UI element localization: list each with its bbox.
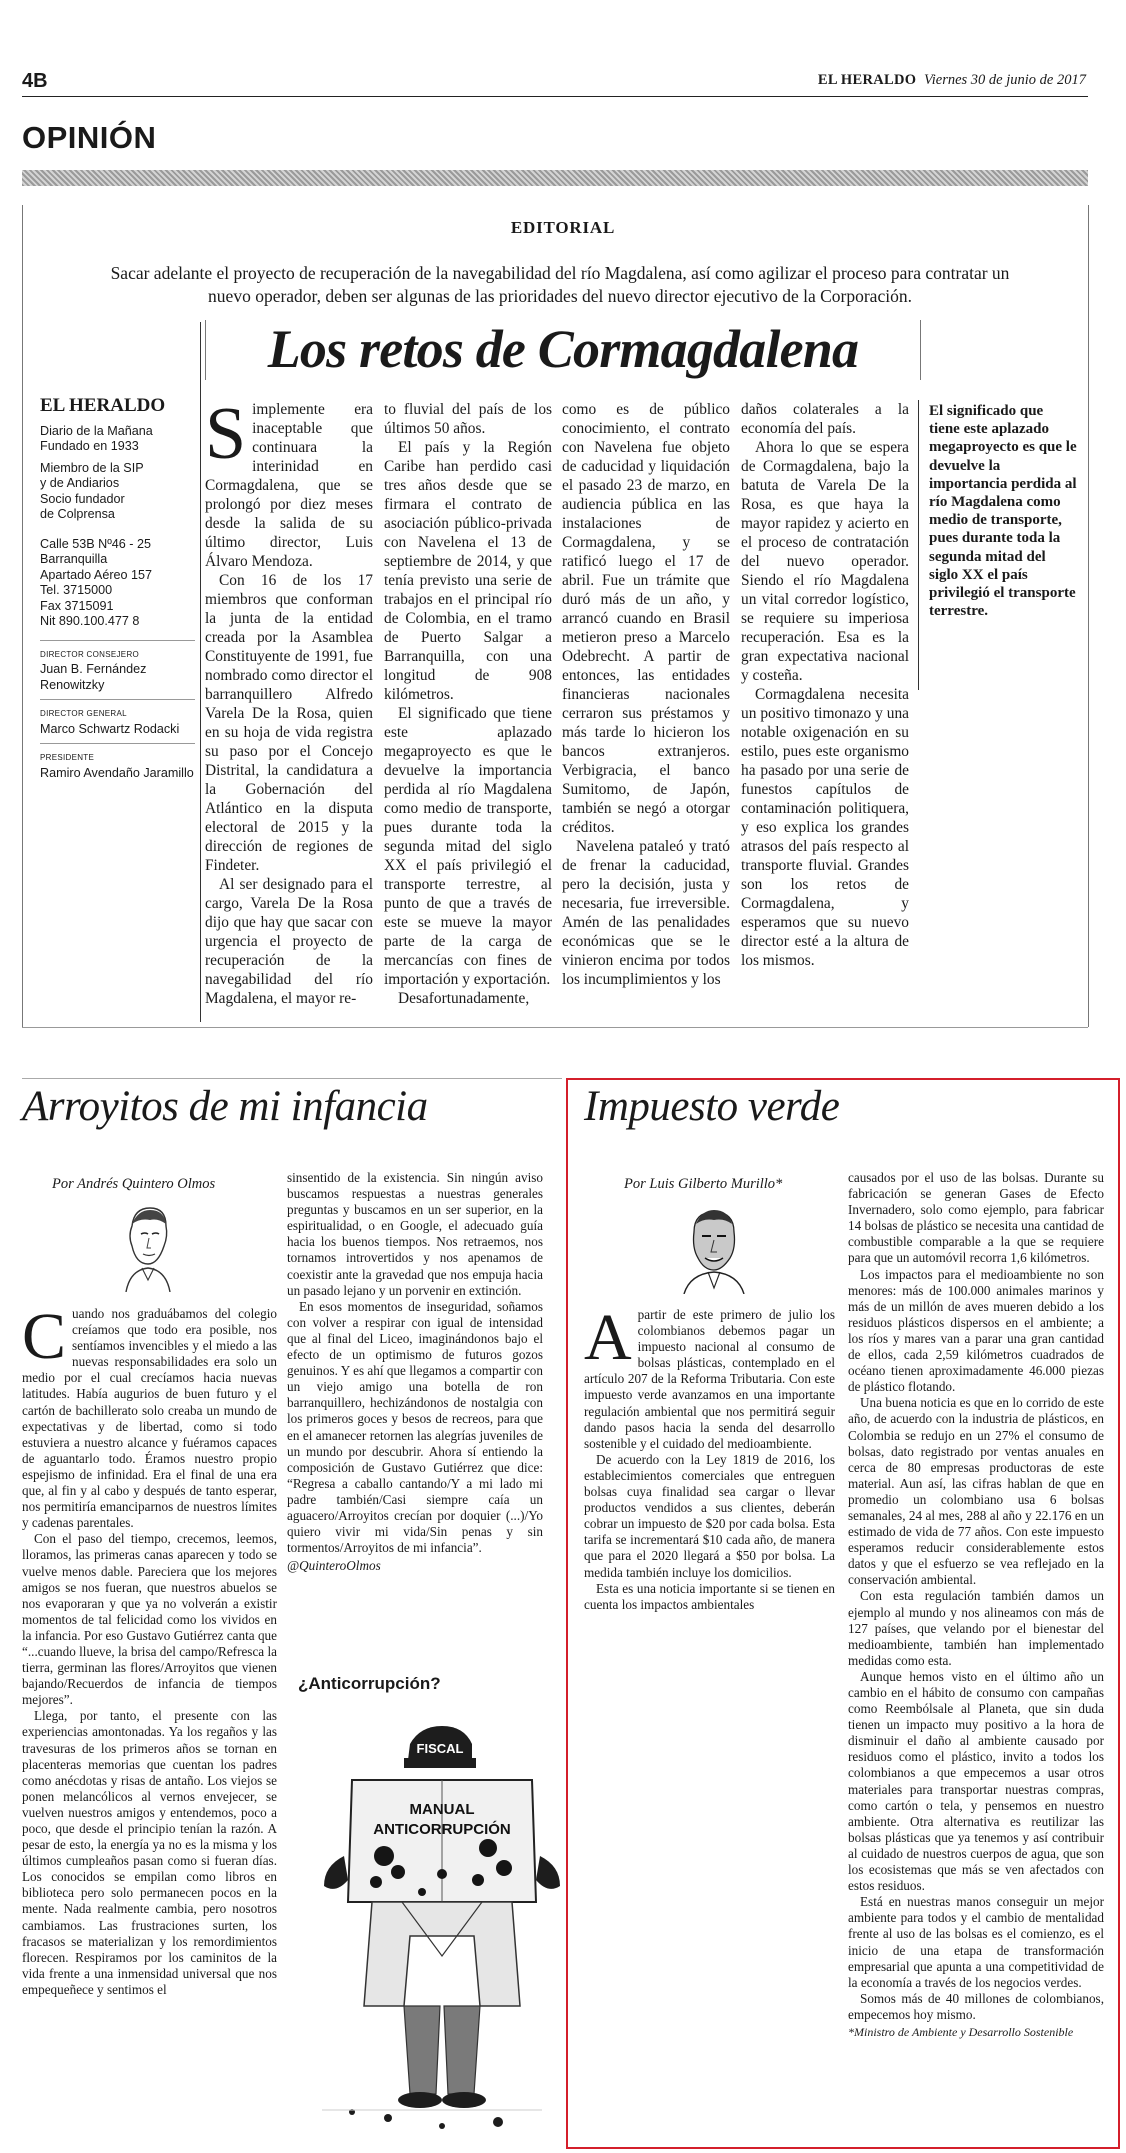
- editorial-paragraph: Simplemente era inaceptable que continuara la interinidad en Cormagdalena, que se prolongó por diez meses desde la salida de su último director, Luis Álvaro Mendoza.: [205, 393, 373, 570]
- editorial-dropcap: S: [205, 393, 247, 475]
- column-left-paragraph: Cuando nos graduábamos del colegio creíamos que todo era posible, nos sentíamos invencibles y el miedo a las nuevas responsabilidades era solo un medio por el cual crecíamos hacia nuevas latitudes. Había augurios de buen futuro y el cartón de bachillerato solo creaba un mundo de expectativas y de libertad, como si todo estuviera a nuestro alcance y fuéramos capaces de aguantarlo todo. Éramos nuestro propio espejismo de infinidad. Era el final de una era que, al fin y al cabo y después de tanto esperar, nos permitiría emanciparnos de nuestros límites y cadenas parentales.: [22, 1300, 277, 1531]
- column-left-paragraph: En esos momentos de inseguridad, soñamos con volver a respirar con igual de intensidad que al final del Liceo, imaginándonos bajo el efecto de un optimismo de futuros gozos genuinos. Y es ahí que llegamos a compartir con un viejo amigo una botella de ron barranquillero, hechizándonos de nostalgia con los primeros goces y besos de recreos, para que en el amanecer retornen las alegrías juveniles de un mundo por descubrir. Ahora sí entiendo la composición de Gustavo Gutiérrez que dice: “Regresa a caballo cantando/Y a mi lado mi padre también/Casi siempre caía un aguacero/Arroyitos crecían por doquier (...)/Yo quiero vivir mi vida/Sin penas y sin tormentos/Arroyitos de mi infancia”.: [287, 1298, 543, 1556]
- staff-consejero-label: DIRECTOR CONSEJERO: [40, 649, 140, 659]
- column-right-col-1: [584, 1301, 835, 1613]
- staff-address-4: Tel. 3715000: [40, 583, 113, 597]
- staff-address-2: Barranquilla: [40, 552, 108, 566]
- staff-presidente-label: PRESIDENTE: [40, 753, 95, 762]
- paper-name: EL HERALDO: [817, 72, 917, 88]
- staff-presidente: Ramiro Avendaño Jaramillo: [40, 765, 194, 780]
- editorial-headline-rule-right: [920, 320, 921, 380]
- column-right-paragraph: Apartir de este primero de julio los colombianos debemos pagar un impuesto nacional al consumo de bolsas plásticas, contemplado en el artículo 207 de la Reforma Tributaria. Con este impuesto verde avanzamos en una importante regulación ambiental que nos permitirá seguir dando pasos hacia la senda del desarrollo sostenible y el cuidado del medioambiente.: [584, 1301, 835, 1451]
- staff-founded-2: Fundado en 1933: [40, 439, 139, 453]
- staff-consejero-1: Juan B. Fernández: [40, 662, 147, 676]
- staff-founded-1: Diario de la Mañana: [40, 423, 153, 438]
- staff-general: Marco Schwartz Rodacki: [40, 721, 180, 736]
- column-left-twitter-handle: @QuinteroOlmos: [287, 1558, 381, 1574]
- column-left-byline: Por Andrés Quintero Olmos: [52, 1176, 216, 1192]
- cartoon-sign-line-1: MANUAL: [409, 1801, 475, 1818]
- editorial-headline: Los retos de Cormagdalena: [267, 319, 859, 379]
- editorial-paragraph: Navelena pataleó y trató de frenar la caducidad, pero la decisión, justa y necesaria, fue irreversible. Amén de las penalidades económicas que se le vinieron encima por todos los incumplimientos y los: [562, 838, 730, 988]
- staff-member-3: Socio fundador: [40, 491, 125, 506]
- editorial-pullquote: El significado que tiene este aplazado megaproyecto es que le devuelve la importancia perdida al río Magdalena como medio de transporte, pues durante toda la segunda mitad del siglo XX el país privilegió el transporte terrestre.: [929, 403, 1077, 620]
- column-left-paragraph: sinsentido de la existencia. Sin ningún aviso buscamos respuestas a nuestras generales preguntas y buscamos en un ser superior, en la espiritualidad, o en Google, el adecuado guía hacia los buenos tiempos. Nos retraemos, nos tornamos introvertidos y nos apenamos de coexistir ante la gravedad que nos empuja hacia un pasado lejano y un porvenir en extinción.: [287, 1170, 543, 1298]
- column-right-paragraph: De acuerdo con la Ley 1819 de 2016, los establecimientos comerciales que entreguen bolsas cuya finalidad sea cargar o llevar productos vendidos a sus clientes, deberán cobrar un impuesto de $20 por cada bolsa. Esta tarifa se incrementará $10 cada año, de manera que para el 2020 llegará a $50 por bolsa. La medida también incluye los domicilios.: [584, 1451, 835, 1580]
- editorial-paragraph: Con 16 de los 17 miembros que conforman la junta de la entidad creada por la Asamblea Constituyente de 1991, fue nombrado como director el barranquillero Alfredo Varela De la Rosa, quien en su hoja de vida registra su paso por el Concejo Distrital, la candidatura a la Gobernación del Atlántico en la disputa electoral de 2015 y la dirección de regiones de Findeter.: [205, 572, 373, 874]
- editorial-paragraph: Ahora lo que se espera de Cormagdalena, bajo la batuta de Varela De la Rosa, es que haya la mayor rapidez y acierto en el proceso de contratación del nuevo operador. Siendo el río Magdalena un vital corredor logístico, se requiere su imperiosa recuperación. Esa es la gran expectativa nacional y costeña.: [741, 439, 909, 684]
- column-left-headline: Arroyitos de mi infancia: [22, 1083, 428, 1130]
- column-right-headline: Impuesto verde: [584, 1083, 840, 1130]
- column-right-paragraph: Aunque hemos visto en el último año un cambio en el hábito de consumo con campañas como Reembólsale al Planeta, que sin duda tienen un impacto muy positivo a la hora de disminuir el daño al ambiente causado por residuos como el plástico, invito a todos los colombianos a que empecemos a usar otros materiales para transportar nuestras compras, como cartón o tela, y pensemos en nuestro ambiente. Otra alternativa es reutilizar las bolsas plásticas que ya tenemos y así contribuir al cuidado de nuestros cuerpos de agua, que son los ecosistemas que más se ven afectados con estos residuos.: [848, 1668, 1104, 1894]
- editorial-paragraph: El país y la Región Caribe han perdido casi tres años desde que se firmara el contrato de asociación público-privada con Navelena el 13 de septiembre de 2014, y que tenía previsto una serie de trabajos en el principal río de Colombia, en el tramo de Puerto Salgar a Barranquilla, con una longitud de 908 kilómetros.: [384, 439, 552, 703]
- author-portrait-icon: [672, 1198, 756, 1294]
- column-right-paragraph: causados por el uso de las bolsas. Durante su fabricación se generan Gases de Efecto Invernadero, solo como ejemplo, para fabricar 14 bolsas de plástico se necesita una cantidad de combustible comparable a la que se requiere para que un automóvil recorra 1,6 kilómetros.: [848, 1170, 1104, 1266]
- column-right-paragraph: Los impactos para el medioambiente no son menores: más de 100.000 animales marinos y más de un millón de aves mueren debido a los residuos plásticos dispersos en el ambiente; a los ríos y mares van a parar una gran cantidad de ellos, cada 2,59 kilómetros cuadrados de océano tienen aproximadamente 46.000 piezas de plástico flotando.: [848, 1266, 1104, 1395]
- column-right-byline: Por Luis Gilberto Murillo*: [624, 1176, 783, 1192]
- staff-address-3: Apartado Aéreo 157: [40, 567, 153, 582]
- cartoon-sign-line-2: ANTICORRUPCIÓN: [373, 1821, 511, 1838]
- editorial-col-3: [562, 400, 730, 989]
- section-band: [22, 170, 1088, 186]
- staff-member-1: Miembro de la SIP: [40, 460, 144, 475]
- editorial-paragraph: Cormagdalena necesita un positivo timonazo y una notable oxigenación en su estilo, pues este organismo ha pasado por una serie de funestos capítulos de contaminación politiquera, y eso explica los grandes atrasos del país respecto al transporte fluvial. Grandes son los retos de Cormagdalena, y esperamos que su nuevo director esté a la altura de los mismos.: [741, 686, 909, 969]
- editorial-col-1: [205, 393, 373, 1008]
- staff-paper-name: EL HERALDO: [40, 395, 166, 416]
- editorial-paragraph: daños colaterales a la economía del país.: [741, 401, 909, 437]
- column-left-paragraph: Con el paso del tiempo, crecemos, leemos, lloramos, las primeras canas aparecen y todo se vuelve menos dable. Pareciera que los mejores amigos se nos fueran, que nuestros abuelos se nos evaporaran y que ya no volverán a existir momentos de tal felicidad como los vividos en la infancia. Por eso Gustavo Gutiérrez canta que “...cuando llueve, la brisa del campo/Refresca la tierra, germinan las flores/Arroyitos que vienen bajando/Recuerdos de infancia de tiempos mejores”.: [22, 1531, 277, 1708]
- editorial-col-4: [741, 400, 909, 970]
- cartoon-title: ¿Anticorrupción?: [298, 1674, 441, 1693]
- column-right-paragraph: Somos más de 40 millones de colombianos, empecemos hoy mismo.: [848, 1990, 1104, 2022]
- editorial-paragraph: Desafortunadamente,: [398, 990, 530, 1007]
- column-left-paragraph: Llega, por tanto, el presente con las experiencias amontonadas. Ya los regaños y las travesuras de los primeros años se tornan en placenteras memorias que cuentan los padres como anécdotas y risas de antaño. Los viejos se ponen melancólicos al vernos envejecer, se vuelven nuestros amigos y entendemos, poco a poco, que desde el principio tenían la razón. A pesar de esto, la energía ya no es la misma y los últimos cumpleaños pasan como si fueran días. Los conocidos se empilan como libros en biblioteca pero solo permanecen pocos en la mente. Nada realmente cambia, pero nosotros cambiamos. Las frustraciones surten, los fracasos se materializan y los remordimientos florecen. Respiramos por los caminitos de la vida frente a una inmensidad universal que nos empequeñece y sentimos el: [22, 1708, 277, 1997]
- staff-address-5: Fax 3715091: [40, 598, 114, 613]
- editorial-deck: Sacar adelante el proyecto de recuperación de la navegabilidad del río Magdalena, así como agilizar el proceso para contratar un nuevo operador, deben ser algunas de las prioridades del nuevo director ejecutivo de la Corporación.: [110, 263, 1010, 306]
- dateline: [818, 72, 1086, 89]
- column-right-paragraph: Está en nuestras manos conseguir un mejor ambiente para todos y el cambio de mentalidad frente al uso de las bolsas es el comienzo, es el inicio de una etapa de transformación empresarial que apunta a una competitividad de la economía a través de los negocios verdes.: [848, 1894, 1104, 1990]
- staff-box-rule: [200, 322, 201, 1022]
- staff-general-label: DIRECTOR GENERAL: [40, 709, 127, 718]
- author-portrait-icon: [108, 1196, 188, 1292]
- column-left-col-1: [22, 1300, 277, 1998]
- editorial-headline-rule-left: [205, 320, 206, 380]
- page-number: 4B: [22, 70, 48, 92]
- cartoon-illustration: [292, 1706, 562, 2138]
- issue-date: Viernes 30 de junio de 2017: [923, 72, 1086, 88]
- editorial-kicker: EDITORIAL: [510, 218, 616, 237]
- column-right-paragraph: Con esta regulación también damos un ejemplo al mundo y nos alineamos con más de 127 países, que velando por el bienestar del medioambiente, también han implementado medidas como esta.: [848, 1588, 1104, 1668]
- staff-consejero-2: Renowitzky: [40, 677, 105, 692]
- cartoon-cap-label: FISCAL: [416, 1741, 464, 1756]
- staff-member-2: y de Andiarios: [40, 476, 120, 490]
- column-left-top-rule: [22, 1078, 562, 1079]
- staff-address-1: Calle 53B Nº46 - 25: [40, 536, 152, 551]
- section-title: OPINIÓN: [22, 120, 157, 155]
- column-left-dropcap: C: [22, 1300, 67, 1373]
- column-right-dropcap: A: [584, 1301, 632, 1374]
- editorial-paragraph: como es de público conocimiento, el contrato con Navelena fue objeto de caducidad y liquidación el pasado 23 de marzo, en audiencia pública en las instalaciones de Cormagdalena, y se ratificó luego el 17 de abril. Fue un trámite que duró más de un año, y arrancó cuando en Brasil metieron preso a Marcelo Odebrecht. A partir de entonces, las entidades financieras nacionales cerraron sus préstamos y más tarde lo hicieron los bancos extranjeros. Verbigracia, el banco Sumitomo, de Japón, también se negó a otorgar créditos.: [562, 401, 730, 836]
- editorial-col-2: [384, 400, 552, 1008]
- editorial-paragraph: Al ser designado para el cargo, Varela De la Rosa dijo que hay que sacar con urgencia el proyecto de recuperación de la navegabilidad del río Magdalena, el mayor re-: [205, 876, 373, 1007]
- column-right-footnote: *Ministro de Ambiente y Desarrollo Sostenible: [848, 2024, 1074, 2039]
- column-right-paragraph: Esta es una noticia importante si se tienen en cuenta los impactos ambientales: [584, 1580, 835, 1612]
- editorial-bottom-rule: [22, 1027, 1088, 1028]
- editorial-paragraph: to fluvial del país de los últimos 50 años.: [384, 401, 552, 437]
- staff-member-4: de Colprensa: [40, 507, 115, 521]
- column-right-col-2: [848, 1170, 1104, 2040]
- staff-address-6: Nit 890.100.477 8: [40, 614, 140, 628]
- pullquote-rule: [918, 400, 919, 690]
- staff-box: [40, 395, 195, 781]
- column-right-paragraph: Una buena noticia es que en lo corrido de este año, de acuerdo con la industria de plásticos, en Colombia se redujo en un 27% el consumo de bolsas, dato registrado por ventas anuales en cerca de 80 empresas productoras de este material. Aun así, las cifras hablan de que en promedio un colombiano usa 6 bolsas semanales, 24 al mes, 288 al año y 22.176 en un estimado de vida de 77 años. Con este impuesto esperamos reducir considerablemente estos datos y que el esfuerzo se vea reflejado en la conservación ambiental.: [848, 1395, 1104, 1588]
- masthead-rule: [22, 96, 1088, 97]
- editorial-paragraph: El significado que tiene este aplazado megaproyecto es que le devuelve la importancia perdida al río Magdalena como medio de transporte, pues durante toda la segunda mitad del siglo XX el país privilegió el transporte terrestre, al punto de que a través de este se mueve la mayor parte de la carga de mercancías con fines de importación y exportación.: [384, 705, 552, 988]
- column-left-col-2: [287, 1170, 543, 1574]
